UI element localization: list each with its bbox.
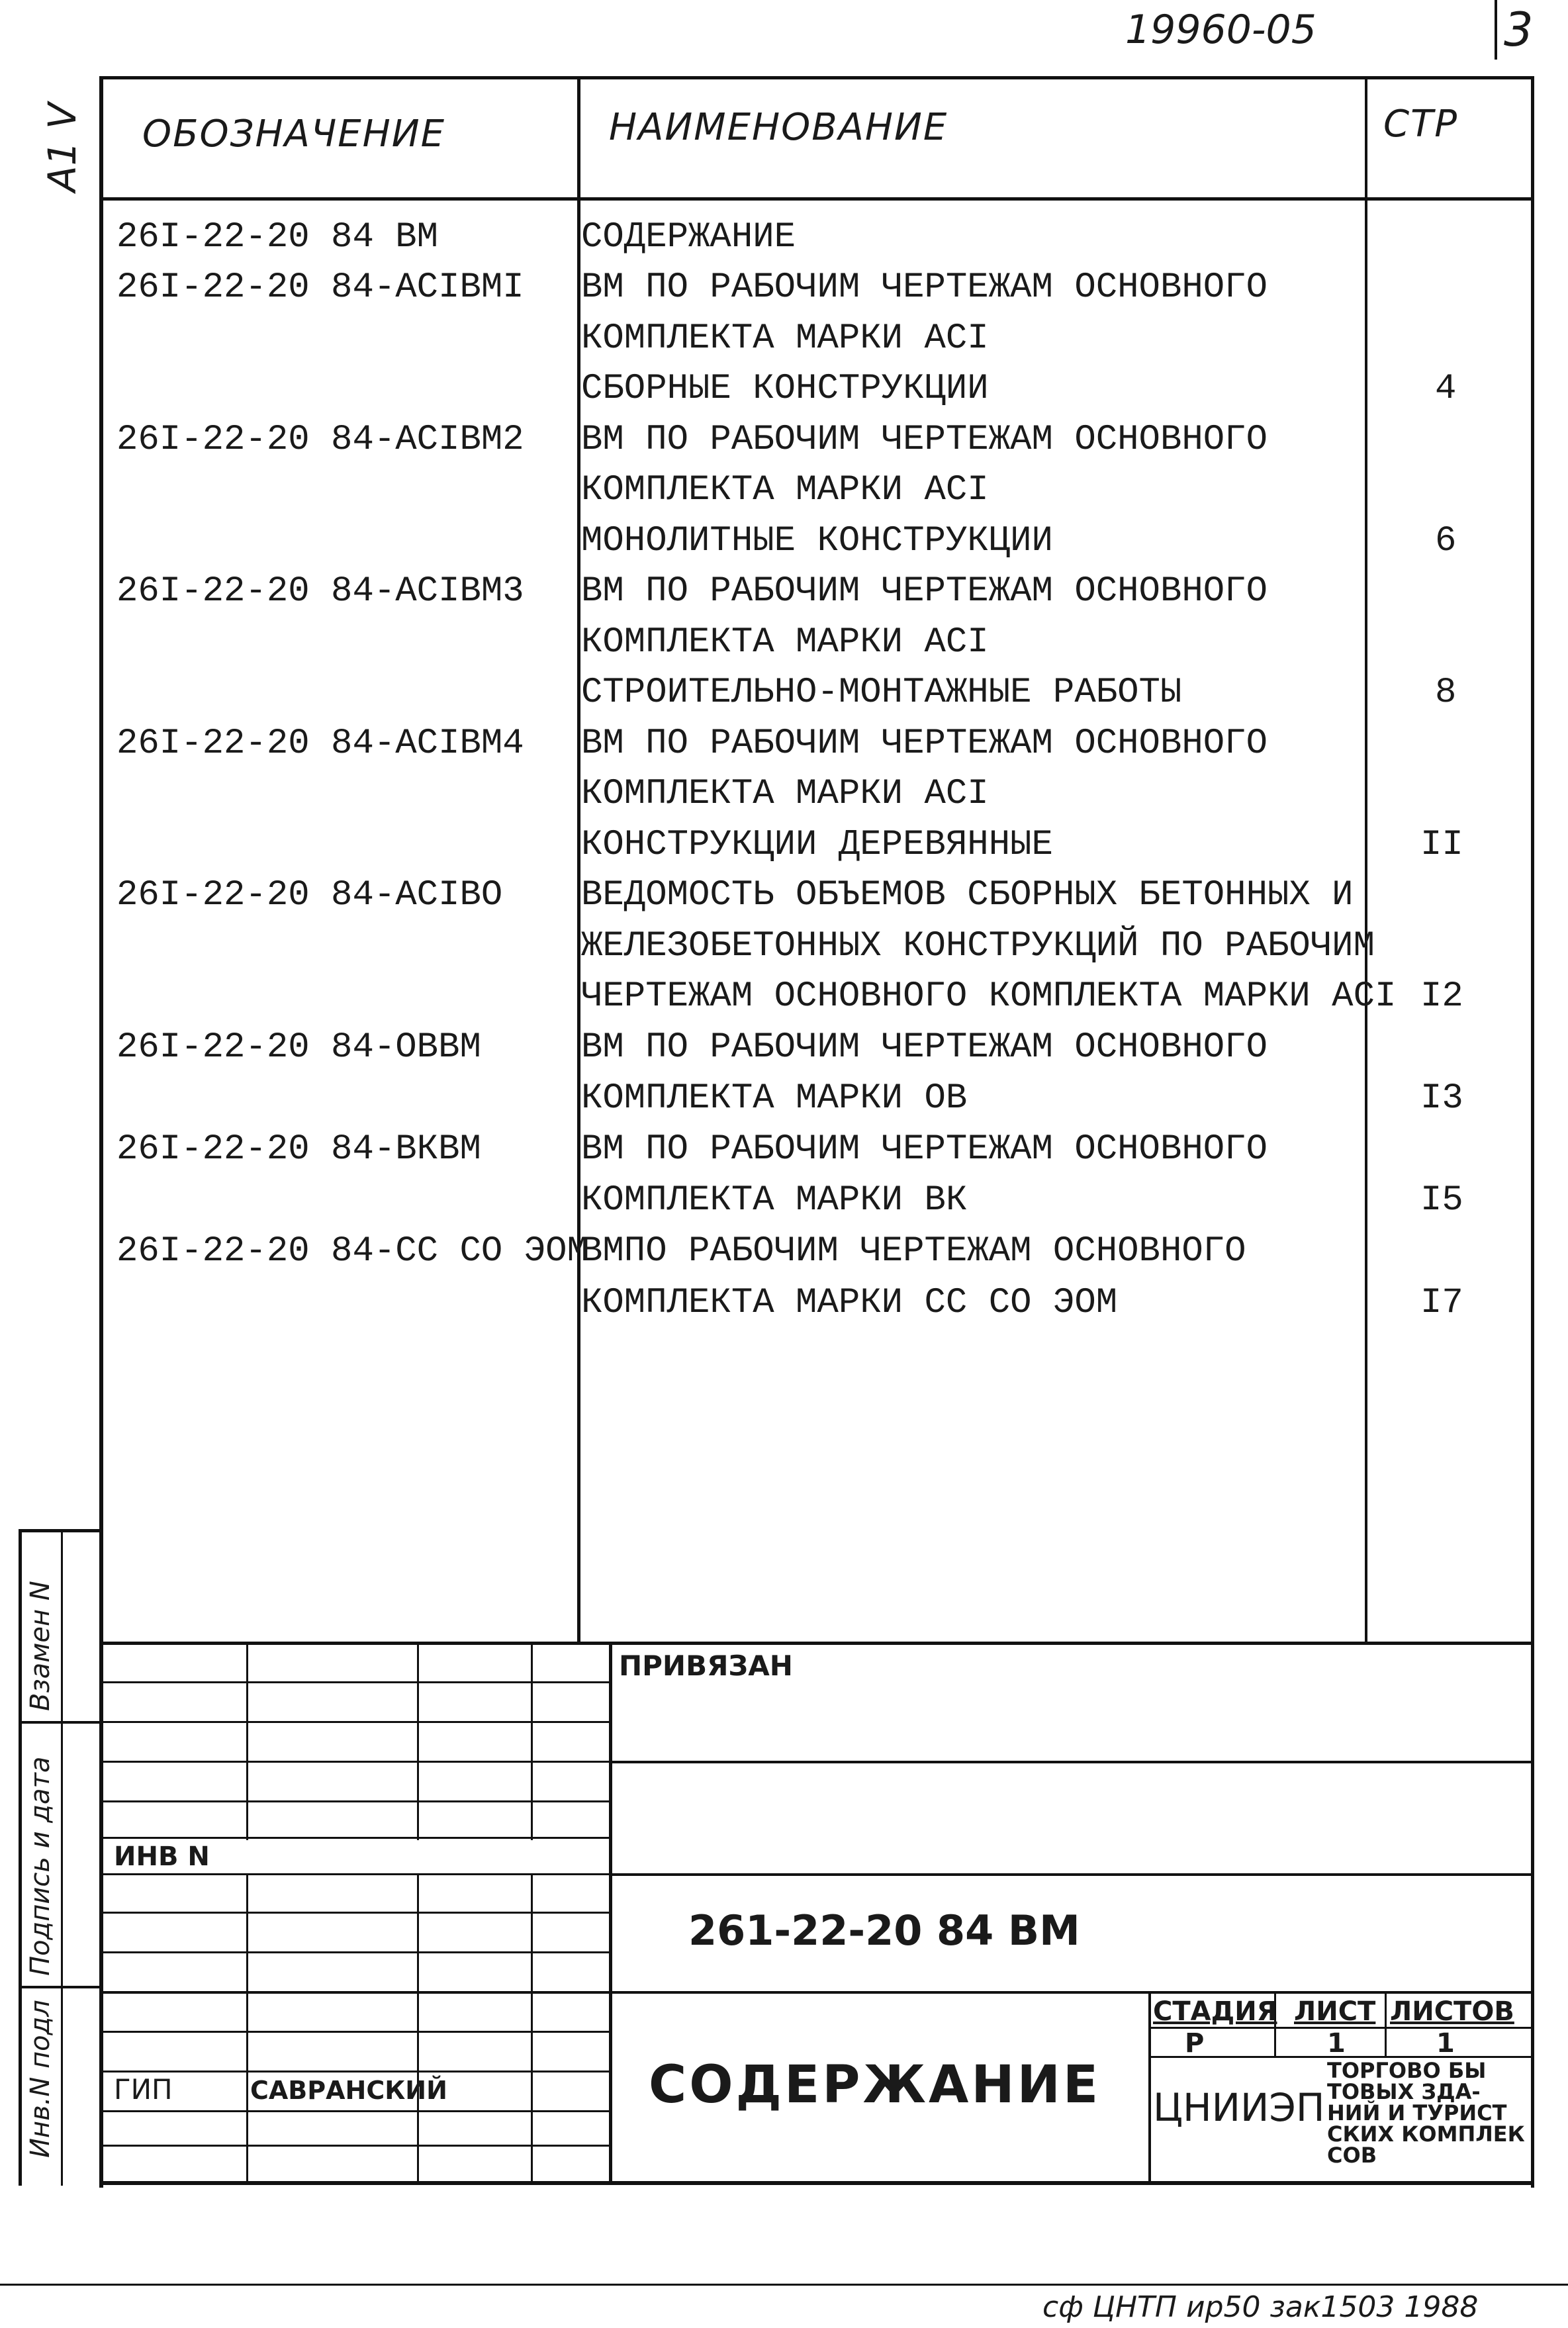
row-name: СОДЕРЖАНИЕ [581, 217, 796, 257]
row-name: КОМПЛЕКТА МАРКИ ВК [581, 1180, 968, 1221]
sheets-label: ЛИСТОВ [1390, 1996, 1514, 2027]
header-page: СТР [1383, 103, 1459, 146]
row-code: 26I-22-20 84-АСIВМI [116, 267, 524, 308]
tb-col-c2 [531, 1873, 533, 2184]
row-code: 26I-22-20 84-СС СО ЭОМ [116, 1231, 588, 1272]
org-sub-line: СОВ [1327, 2143, 1377, 2168]
side-label-inv-orig: Инв.N подл [25, 2000, 56, 2158]
col-divider-2 [1365, 76, 1367, 1644]
row-name: ВЕДОМОСТЬ ОБЪЕМОВ СБОРНЫХ БЕТОННЫХ И [581, 875, 1354, 915]
frame-right [1531, 76, 1534, 2188]
tb-row [99, 1991, 1534, 1994]
tb-right-row1 [609, 1761, 1534, 1763]
org-sub-line: ТОВЫХ ЗДА- [1327, 2079, 1481, 2104]
sheet-label: ЛИСТ [1294, 1996, 1376, 2027]
tb-row [99, 1837, 609, 1839]
row-name: ВМ ПО РАБОЧИМ ЧЕРТЕЖАМ ОСНОВНОГО [581, 267, 1268, 308]
row-name: КОНСТРУКЦИИ ДЕРЕВЯННЫЕ [581, 825, 1053, 865]
frame-left [99, 76, 103, 2188]
row-name: ВМ ПО РАБОЧИМ ЧЕРТЕЖАМ ОСНОВНОГО [581, 571, 1268, 612]
tb-row [99, 1761, 609, 1763]
row-name: КОМПЛЕКТА МАРКИ АСI [581, 470, 989, 510]
sheet-value: 1 [1327, 2028, 1346, 2059]
row-name: ЧЕРТЕЖАМ ОСНОВНОГО КОМПЛЕКТА МАРКИ АСI [581, 976, 1397, 1017]
gip-name: САВРАНСКИЙ [250, 2076, 447, 2105]
row-page: I5 [1420, 1180, 1463, 1221]
row-code: 26I-22-20 84 ВМ [116, 217, 439, 257]
tb-row [99, 2031, 609, 2033]
tb-col-c [531, 1642, 533, 1840]
doc-code: 261-22-20 84 ВМ [688, 1906, 1080, 1955]
doc-title: СОДЕРЖАНИЕ [649, 2055, 1101, 2115]
row-name: КОМПЛЕКТА МАРКИ АСI [581, 622, 989, 663]
tb-row [99, 1912, 609, 1914]
stage-label: СТАДИЯ [1153, 1996, 1277, 2027]
side-strip-inner [61, 1529, 63, 2186]
stage-grid-left [1148, 1991, 1151, 2184]
row-code: 26I-22-20 84-АСIВМ4 [116, 723, 524, 764]
sheet-number-stamp: 3 [1504, 3, 1534, 57]
row-name: ВМ ПО РАБОЧИМ ЧЕРТЕЖАМ ОСНОВНОГО [581, 1027, 1268, 1068]
row-code: 26I-22-20 84-ОВВМ [116, 1027, 481, 1068]
tb-row [99, 1681, 609, 1683]
row-name: МОНОЛИТНЫЕ КОНСТРУКЦИИ [581, 521, 1053, 561]
row-name: ВМ ПО РАБОЧИМ ЧЕРТЕЖАМ ОСНОВНОГО [581, 1129, 1268, 1170]
row-name: КОМПЛЕКТА МАРКИ АСI [581, 318, 989, 359]
format-mark: А1 V [40, 103, 85, 192]
tb-row [99, 2071, 609, 2072]
org-sub-line: СКИХ КОМПЛЕК [1327, 2121, 1525, 2147]
tb-col-a [246, 1642, 248, 1840]
footer-note: сф ЦНТП ир50 зак1503 1988 [1042, 2290, 1479, 2324]
row-name: ВМ ПО РАБОЧИМ ЧЕРТЕЖАМ ОСНОВНОГО [581, 420, 1268, 460]
side-label-sign-date: Подпись и дата [25, 1756, 56, 1976]
row-page: I2 [1420, 976, 1463, 1017]
col-divider-1 [577, 76, 580, 1644]
side-strip-left [19, 1529, 22, 2186]
row-page: 4 [1435, 369, 1457, 409]
tb-row [99, 2110, 609, 2112]
org-sub-line: НИЙ И ТУРИСТ [1327, 2100, 1507, 2125]
org-name: ЦНИИЭП [1153, 2085, 1325, 2130]
row-code: 26I-22-20 84-АСIВО [116, 875, 503, 915]
row-page: II [1420, 825, 1463, 865]
header-designation: ОБОЗНАЧЕНИЕ [142, 113, 446, 156]
tb-row [99, 1800, 609, 1802]
header-name: НАИМЕНОВАНИЕ [609, 106, 948, 149]
org-sub-line: ТОРГОВО БЫ [1327, 2058, 1487, 2083]
row-name: ЖЕЛЕЗОБЕТОННЫХ КОНСТРУКЦИЙ ПО РАБОЧИМ [581, 926, 1375, 966]
row-name: КОМПЛЕКТА МАРКИ СС СО ЭОМ [581, 1283, 1118, 1323]
doc-number-stamp: 19960-05 [1125, 7, 1316, 53]
sheets-value: 1 [1436, 2028, 1455, 2059]
row-name: КОМПЛЕКТА МАРКИ ОВ [581, 1078, 968, 1119]
attached-label: ПРИВЯЗАН [619, 1650, 793, 1682]
row-page: 8 [1435, 673, 1457, 713]
tb-vert-main [609, 1642, 612, 2184]
row-code: 26I-22-20 84-АСIВМ3 [116, 571, 524, 612]
inv-label: ИНВ N [114, 1841, 210, 1872]
row-name: СБОРНЫЕ КОНСТРУКЦИИ [581, 369, 989, 409]
tb-right-row2 [609, 1873, 1534, 1876]
footer-rule [0, 2284, 1568, 2286]
row-name: ВМ ПО РАБОЧИМ ЧЕРТЕЖАМ ОСНОВНОГО [581, 723, 1268, 764]
row-code: 26I-22-20 84-АСIВМ2 [116, 420, 524, 460]
frame-top [99, 76, 1534, 79]
row-name: КОМПЛЕКТА МАРКИ АСI [581, 774, 989, 814]
tb-col-b2 [417, 1873, 419, 2184]
row-code: 26I-22-20 84-ВКВМ [116, 1129, 481, 1170]
tb-row [99, 1721, 609, 1723]
header-divider [99, 197, 1534, 201]
gip-label: ГИП [114, 2073, 173, 2106]
side-label-replace: Взамен N [25, 1581, 56, 1711]
tb-row [99, 2145, 609, 2147]
stage-value: Р [1185, 2028, 1205, 2059]
row-name: СТРОИТЕЛЬНО-МОНТАЖНЫЕ РАБОТЫ [581, 673, 1182, 713]
row-page: I7 [1420, 1283, 1463, 1323]
stage-grid-v2 [1385, 1991, 1387, 2057]
tb-row [99, 1951, 609, 1953]
stamp-divider [1495, 0, 1497, 60]
tb-top [99, 1642, 1534, 1645]
row-page: I3 [1420, 1078, 1463, 1119]
row-name: ВМПО РАБОЧИМ ЧЕРТЕЖАМ ОСНОВНОГО [581, 1231, 1246, 1272]
frame-bottom [99, 2181, 1534, 2185]
row-page: 6 [1435, 521, 1457, 561]
tb-row [99, 1873, 609, 1875]
tb-col-b [417, 1642, 419, 1840]
tb-col-a2 [246, 1873, 248, 2184]
